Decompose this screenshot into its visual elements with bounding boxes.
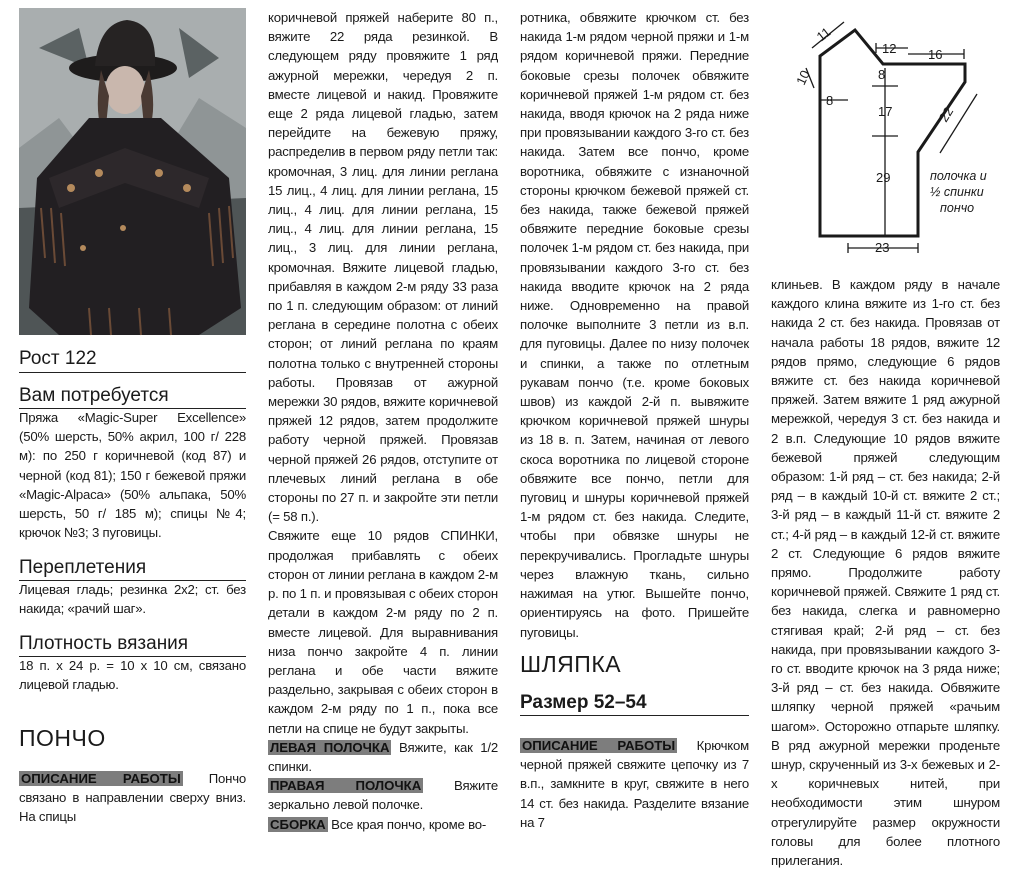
- work-label: ОПИСАНИЕ РАБОТЫ: [21, 771, 181, 786]
- assembly-text: [268, 815, 498, 834]
- column-2: [268, 8, 498, 834]
- assembly-body: Все края пончо, кроме во-: [327, 816, 487, 832]
- patterns-heading: Переплетения: [19, 557, 246, 581]
- dim-11: 11: [813, 24, 834, 45]
- left-front-body: Вяжите, как 1/2 спинки.: [268, 739, 498, 774]
- hat-title: ШЛЯПКА: [520, 651, 622, 677]
- poncho-photo: [19, 8, 246, 335]
- dim-10: 10: [793, 67, 813, 88]
- dim-12: 12: [882, 41, 897, 56]
- hat-work-body: Крючком черной пряжей свяжите цепочку из 7 в.п., замкните в круг, свяжите в него 14 ст. без накида. Разделите вязание на 7: [520, 738, 749, 830]
- diagram-caption-3: пончо: [940, 201, 975, 215]
- left-front-label: ЛЕВАЯ ПОЛОЧКА: [270, 739, 390, 755]
- assembly-continued-text: ротника, обвяжите крючком ст. без накида 1-м рядом черной пряжи и 1-м рядом коричневой пряжи. Передние боковые срезы полочек обвяжите коричневой пряжей 1-м рядом ст. без накида, вводя крючок на 2 ряда ниже при провязывании каждого 3-го ст. без накида. Затем все пончо, кроме воротника, обвяжите с изнаночной стороны крючком бежевой пряжей ст. без накида, также бежевой пряжей обвяжите передние боковые срезы полочек 1-м рядом ст. без накида, при провязывании каждого 3-го ст. без накида вводите крючок на 2 ряда ниже. Одновременно на правой полочке выполните 3 петли из в.п. для пуговицы. Далее по низу полочек и спинки, а также по отлетным рукавам пончо (т.е. кроме боковых швов) из каждой 2-й п. вывяжите крючком коричневой пряжей шнуры из 18 в. п. Затем, начиная от левого скоса воротника по лицевой стороне обвяжите все пончо, петли для пуговиц и шнуры коричневой пряжей 1-м рядом ст. без накида. Следите, чтобы при обвязке шнуры не перекручивались. Прогладьте шнуры через влажную ткань, сильно нажимая на утюг. Вышейте пончо, ориентируясь на фото. Пришейте пуговицы.: [520, 10, 749, 640]
- dim-17: 17: [878, 104, 893, 119]
- hat-work-text: [520, 736, 749, 832]
- density-heading: Плотность вязания: [19, 633, 246, 657]
- hat-work-label: ОПИСАНИЕ РАБОТЫ: [522, 738, 676, 753]
- right-front-body: Вяжите зеркально левой полочке.: [268, 778, 498, 813]
- assembly-label: СБОРКА: [270, 816, 326, 832]
- size-heading: Рост 122: [19, 347, 246, 373]
- hat-size-heading: Размер 52–54: [520, 692, 749, 716]
- right-front-label: ПРАВАЯ ПОЛОЧКА: [270, 778, 422, 794]
- patterns-text: Лицевая гладь; резинка 2х2; ст. без накида; «рачий шаг».: [19, 582, 246, 617]
- column-4: [771, 275, 1000, 870]
- left-front-text: [268, 738, 498, 776]
- poncho-title: ПОНЧО: [19, 725, 106, 751]
- dim-16: 16: [928, 47, 943, 62]
- back-text: Свяжите еще 10 рядов СПИНКИ, продолжая прибавлять с обеих сторон от линии реглана в каждом 2-м р. по 1 п. и провязывая с обеих сторон детали в каждом 2-м ряду по 2 п. вместе лицевой. Для выравнивания низа пончо закройте 4 п. линии реглана и обе части вяжите раздельно, закрывая с обеих сторон в каждом 2-м ряду по 1 п., пока все петли на спице не будут закрыты.: [268, 528, 498, 736]
- diagram-caption-1: полочка и: [930, 169, 987, 183]
- poncho-work-text: [19, 769, 246, 827]
- poncho-work-body: Пончо связано в направлении сверху вниз. На спицы: [19, 771, 246, 825]
- diagram-caption-2: ½ спинки: [930, 185, 984, 199]
- materials-text: Пряжа «Magic-Super Excellence» (50% шерсть, 50% акрил, 100 г/ 228 м): по 250 г коричневой (код 87) и черной (код 81); 150 г бежевой пряжи «Magic-Alpaca» (50% альпака, 50% шерсть, 50 г/ 185 м); спицы №4; крючок №3; 3 пуговицы.: [19, 410, 246, 541]
- dim-22: 22: [935, 104, 957, 125]
- dim-8-left: 8: [826, 93, 834, 108]
- right-front-text: [268, 776, 498, 814]
- materials-heading: Вам потребуется: [19, 385, 246, 409]
- dim-8-top: 8: [878, 67, 886, 82]
- column-3: [520, 8, 749, 642]
- density-text: 18 п. х 24 р. = 10 х 10 см, связано лицевой гладью.: [19, 658, 246, 693]
- hat-continued-text: клиньев. В каждом ряду в начале каждого клина вяжите из 1-го ст. без накида 2 ст. без накида. Провязав от начала работы 18 рядов, вяжите 12 рядов прямо, следующие 6 рядов вяжите ст. без накида коричневой пряжей. Затем вяжите 1 ряд ажурной мережкой, чередуя 3 ст. без накида и 2 в.п. Следующие 10 рядов вяжите бежевой пряжей следующим образом: 1-й ряд – ст. без накида; 2-й ряд – в каждый 10-й ст. вяжите 2 ст.; 3-й ряд – в каждый 11-й ст. вяжите 2 ст.; 4-й ряд – в каждый 12-й ст. вяжите 2 ст. Следующие 6 рядов вяжите прямо. Продолжите работу коричневой пряжей. Свяжите 1 ряд ст. без накида, слегка и равномерно стягивая край; 2-й ряд – ст. без накида, при провязывании каждого 3-го ст. вводите крючок на 3 ряда ниже; 3-й ряд – ст. без накида. Обвяжите шляпку черной пряжей «рачьим шагом». Осторожно отпарьте шляпку. В ряд ажурной мережки проденьте шнур, скрученный из 3-х бежевых и 2-х коричневых нитей, при необходимости этим шнуром отрегулируйте размер окружности головы для более плотного прилегания.: [771, 277, 1000, 869]
- dim-29: 29: [876, 170, 891, 185]
- pattern-diagram: [790, 8, 1005, 268]
- dim-23: 23: [875, 240, 890, 255]
- poncho-body-text: коричневой пряжей наберите 80 п., вяжите 22 ряда резинкой. В следующем ряду провяжите 1 ряд ажурной мережки, чередуя 2 п. вместе лицевой и накид. Провяжите еще 2 ряда лицевой гладью, затем перейдите на бежевую пряжу, распределив в первом ряду петли так: кромочная, 3 лиц. для линии реглана 15 лиц., 4 лиц. для линии реглана, 15 лиц., 4 лиц. для линии реглана, 15 лиц., 4 лиц. для линии реглана, 15 лиц., 3 лиц. для линии реглана, кромочная. Вяжите лицевой гладью, прибавляя в каждом 2-м ряду 33 раза по 1 п. следующим образом: от линий реглана в середине полотна с обеих сторон; от линий реглана по краям полотна только с внутренней стороны работы. Провязав от ажурной мережки 30 рядов, вяжите коричневой пряжей 12 рядов, затем продолжите работу черной пряжей. Провязав черной пряжей 26 рядов, отступите от плечевых линий реглана в обе стороны по 27 п. и закройте эти петли (= 58 п.).: [268, 10, 498, 525]
